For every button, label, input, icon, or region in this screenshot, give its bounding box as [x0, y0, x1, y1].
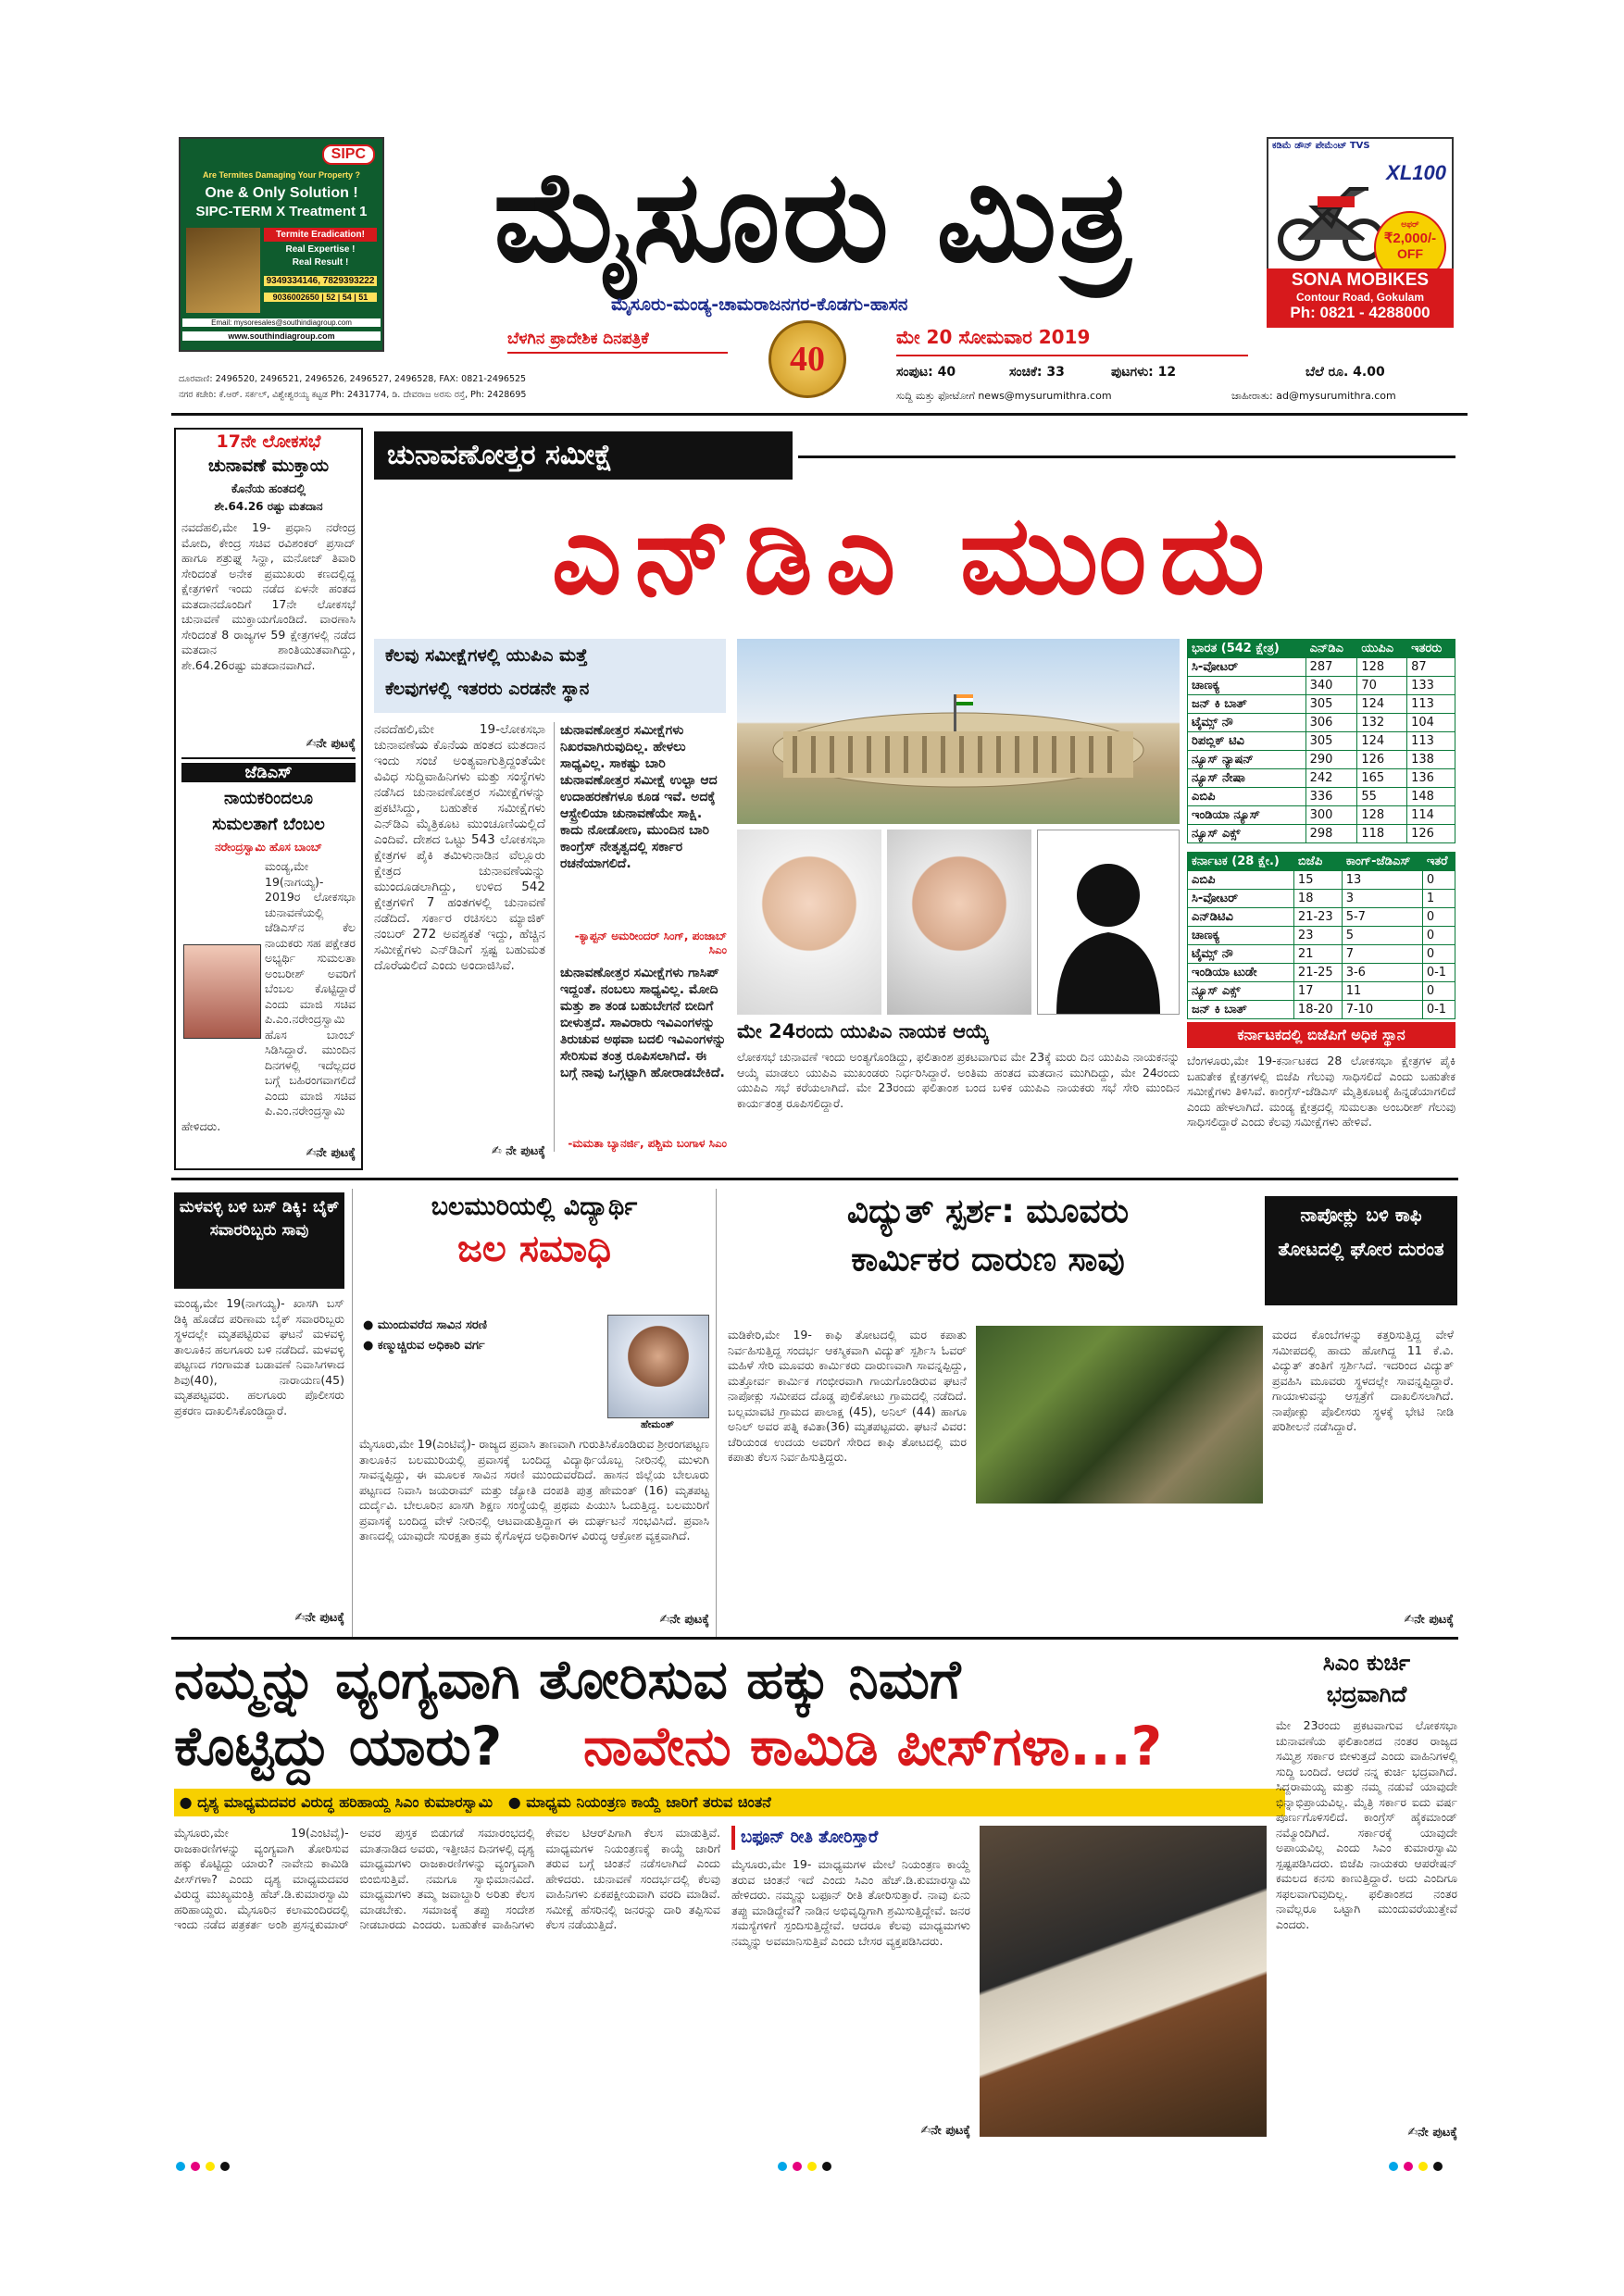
- poll-national-header-cell: ಇತರರು: [1407, 640, 1455, 658]
- poll-national-header-cell: ಭಾರತ (542 ಕ್ಷೇತ್ರ): [1188, 640, 1306, 658]
- poll-national-cell: ಎಬಿಪಿ: [1188, 788, 1306, 806]
- strap1: ದೃಶ್ಯ ಮಾಧ್ಯಮದವರ ವಿರುದ್ಧ ಹರಿಹಾಯ್ದ ಸಿಎಂ ಕುಮಾರಸ್ವಾಮಿ: [197, 1793, 493, 1811]
- box-head-wrap: [731, 1826, 974, 1850]
- ad-tvs-model: XL100: [1386, 161, 1446, 184]
- poll-national-cell: ಇಂಡಿಯಾ ನ್ಯೂಸ್: [1188, 806, 1306, 825]
- s2-body: ಮೈಸೂರು,ಮೇ 19(ಎಂಟಿವೈ)- ರಾಜ್ಯದ ಪ್ರವಾಸಿ ತಾಣವಾಗಿ ಗುರುತಿಸಿಕೊಂಡಿರುವ ಶ್ರೀರಂಗಪಟ್ಟಣ ತಾಲೂಕಿನ ಬಲಮುರಿಯಲ್ಲಿ ಪ್ರವಾಸಕ್ಕೆ ಬಂದಿದ್ದ ವಿದ್ಯಾರ್ಥಿಯೊಬ್ಬ ನೀರಿನಲ್ಲಿ ಮುಳುಗಿ ಸಾವನ್ನಪ್ಪಿದ್ದು, ಈ ಮೂಲಕ ಸಾವಿನ ಸರಣಿ ಮುಂದುವರೆದಿದೆ. ಹಾಸನ ಜಿಲ್ಲೆಯ ಬೇಲೂರು ಪಟ್ಟಣದ ನಿವಾಸಿ ಜಯರಾಮ್ ಮತ್ತು ಜ್ಯೋತಿ ದಂಪತಿ ಪುತ್ರ ಹೇಮಂತ್ (16) ಮೃತಪಟ್ಟ ದುರ್ದೈವಿ. ಬೇಲೂರಿನ ಖಾಸಗಿ ಶಿಕ್ಷಣ ಸಂಸ್ಥೆಯಲ್ಲಿ ಪ್ರಥಮ ಪಿಯುಸಿ ಓದುತ್ತಿದ್ದ. ಬಲಮುರಿಗೆ ಪ್ರವಾಸಕ್ಕೆ ಬಂದಿದ್ದ ವೇಳೆ ನೀರಿನಲ್ಲಿ ಆಟವಾಡುತ್ತಿದ್ದಾಗ ಈ ದುರ್ಘಟನೆ ಸಂಭವಿಸಿದೆ. ಪ್ರವಾಸಿ ತಾಣದಲ್ಲಿ ಯಾವುದೇ ಸುರಕ್ಷತಾ ಕ್ರಮ ಕೈಗೊಳ್ಳದ ಅಧಿಕಾರಿಗಳ ವಿರುದ್ಧ ಆಕ್ರೋಶ ವ್ಯಕ್ತವಾಗಿದೆ.: [359, 1437, 709, 1542]
- poll-karnataka-row: [1188, 1001, 1455, 1019]
- poll-national-cell: 136: [1407, 769, 1455, 788]
- shop-name: SONA MOBIKES: [1291, 270, 1430, 290]
- left-h7: ಸುಮಲತಾಗೆ ಬೆಂಬಲ: [212, 815, 325, 834]
- left-body2: [181, 859, 356, 1142]
- news-email[interactable]: ಸುದ್ದಿ ಮತ್ತು ಫೋಟೋಗೆ news@mysurumithra.com: [896, 390, 1112, 402]
- poll-karnataka-header-cell: ಇತರೆ: [1422, 853, 1455, 871]
- volume: ಸಂಪುಟ: 40: [896, 365, 956, 380]
- s1-by[interactable]: ✍ನೇ ಪುಟಕ್ಕೆ: [294, 1611, 344, 1625]
- poll-national-cell: 55: [1357, 788, 1407, 806]
- s2-h2: ಜಲ ಸಮಾಧಿ: [457, 1228, 611, 1270]
- lead-body: ನವದೆಹಲಿ,ಮೇ 19-ಲೋಕಸಭಾ ಚುನಾವಣೆಯ ಕೊನೆಯ ಹಂತದ ಮತದಾನ ಇಂದು ಸಂಜೆ ಅಂತ್ಯವಾಗುತ್ತಿದ್ದಂತೆಯೇ ವಿವಿಧ ಸುದ್ದಿವಾಹಿನಿಗಳು ಮತ್ತು ಸಂಸ್ಥೆಗಳು ನಡೆಸಿದ ಚುನಾವಣೋತ್ತರ ಸಮೀಕ್ಷೆಗಳನ್ನು ಪ್ರಕಟಿಸಿದ್ದು, ಬಹುತೇಕ ಸಮೀಕ್ಷೆಗಳು ಎನ್‌ಡಿಎ ಮೈತ್ರಿಕೂಟ ಮುಂಚೂಣಿಯಲ್ಲಿದೆ ಎಂದಿವೆ. ದೇಶದ ಒಟ್ಟು 543 ಲೋಕಸಭಾ ಕ್ಷೇತ್ರಗಳ ಪೈಕಿ ತಮಿಳುನಾಡಿನ ವೆಲ್ಲೂರು ಕ್ಷೇತ್ರದ ಚುನಾವಣೆಯನ್ನು ಮುಂದೂಡಲಾಗಿದ್ದು, ಉಳಿದ 542 ಕ್ಷೇತ್ರಗಳಿಗೆ 7 ಹಂತಗಳಲ್ಲಿ ಚುನಾವಣೆ ನಡೆದಿದೆ. ಸರ್ಕಾರ ರಚಿಸಲು ಮ್ಯಾಜಿಕ್ ನಂಬರ್ 272 ಅವಶ್ಯಕತೆ ಇದ್ದು, ಹೆಚ್ಚಿನ ಸಮೀಕ್ಷೆಗಳು ಎನ್‌ಡಿಎಗೆ ಸ್ಪಷ್ಟ ಬಹುಮತ ದೊರೆಯಲಿದೆ ಎಂದು ಅಂದಾಜಿಸಿವೆ.: [374, 722, 545, 973]
- poll-karnataka-cell: ಜನ್ ಕಿ ಬಾತ್: [1188, 1001, 1294, 1019]
- poll-national-cell: 87: [1407, 658, 1455, 677]
- poll-karnataka-cell: 0: [1422, 871, 1455, 890]
- side-body: ಮೇ 23ರಂದು ಪ್ರಕಟವಾಗುವ ಲೋಕಸಭಾ ಚುನಾವಣೆಯ ಫಲಿತಾಂಶದ ನಂತರ ರಾಜ್ಯದ ಸಮ್ಮಿಶ್ರ ಸರ್ಕಾರ ಬೀಳುತ್ತದೆ ಎಂದು ವಾಹಿನಿಗಳಲ್ಲಿ ಸುದ್ದಿ ಬಂದಿದೆ. ಆದರೆ ನನ್ನ ಕುರ್ಚಿ ಭದ್ರವಾಗಿದೆ. ಸಿದ್ದರಾಮಯ್ಯ ಮತ್ತು ನಮ್ಮ ನಡುವೆ ಯಾವುದೇ ಭಿನ್ನಾಭಿಪ್ರಾಯವಿಲ್ಲ. ಮೈತ್ರಿ ಸರ್ಕಾರ ಐದು ವರ್ಷ ಪೂರ್ಣಗೊಳಿಸಲಿದೆ. ಕಾಂಗ್ರೆಸ್ ಹೈಕಮಾಂಡ್ ನಮ್ಮೊಂದಿಗಿದೆ. ಸರ್ಕಾರಕ್ಕೆ ಯಾವುದೇ ಅಪಾಯವಿಲ್ಲ ಎಂದು ಸಿಎಂ ಕುಮಾರಸ್ವಾಮಿ ಸ್ಪಷ್ಟಪಡಿಸಿದರು. ಬಿಜೆಪಿ ನಾಯಕರು ಆಪರೇಷನ್ ಕಮಲದ ಕನಸು ಕಾಣುತ್ತಿದ್ದಾರೆ. ಅದು ಎಂದಿಗೂ ಸಫಲವಾಗುವುದಿಲ್ಲ. ಫಲಿತಾಂಶದ ನಂತರ ನಾವೆಲ್ಲರೂ ಒಟ್ಟಾಗಿ ಮುಂದುವರೆಯುತ್ತೇವೆ ಎಂದರು.: [1276, 1718, 1457, 1931]
- poll-karnataka-cell: 3-6: [1342, 964, 1422, 982]
- quote2-by: -ಮಮತಾ ಬ್ಯಾನರ್ಜಿ, ಪಶ್ಚಿಮ ಬಂಗಾಳ ಸಿಎಂ: [568, 1137, 727, 1150]
- poll-national-header-cell: ಯುಪಿಎ: [1357, 640, 1407, 658]
- poll-national-row: [1188, 769, 1455, 788]
- left-by[interactable]: ✍ನೇ ಪುಟಕ್ಕೆ: [306, 737, 356, 751]
- left-body: ನವದೆಹಲಿ,ಮೇ 19- ಪ್ರಧಾನಿ ನರೇಂದ್ರ ಮೋದಿ, ಕೇಂದ್ರ ಸಚಿವ ರವಿಶಂಕರ್ ಪ್ರಸಾದ್ ಹಾಗೂ ಶತ್ರುಘ್ನ ಸಿನ್ಹಾ, ಮನೋಜ್ ತಿವಾರಿ ಸೇರಿದಂತೆ ಅನೇಕ ಪ್ರಮುಖರು ಕಣದಲ್ಲಿದ್ದ ಕ್ಷೇತ್ರಗಳಿಗೆ ಇಂದು ನಡೆದ ಏಳನೇ ಹಂತದ ಮತದಾನದೊಂದಿಗೆ 17ನೇ ಲೋಕಸಭೆ ಚುನಾವಣೆ ಮುಕ್ತಾಯಗೊಂಡಿದೆ. ವಾರಣಾಸಿ ಸೇರಿದಂತೆ 8 ರಾಜ್ಯಗಳ 59 ಕ್ಷೇತ್ರಗಳಲ್ಲಿ ನಡೆದ ಮತದಾನ ಶಾಂತಿಯುತವಾಗಿದ್ದು, ಶೇ.64.26ರಷ್ಟು ಮತದಾನವಾಗಿದೆ.: [181, 520, 356, 672]
- s2-b1-text: ಮುಂದುವರೆದ ಸಾವಿನ ಸರಣಿ: [377, 1318, 487, 1332]
- left-h3: ಕೊನೆಯ ಹಂತದಲ್ಲಿ: [231, 482, 306, 496]
- quotes-col: [554, 722, 727, 1152]
- poll-national-cell: 242: [1305, 769, 1357, 788]
- s3-by[interactable]: ✍ನೇ ಪುಟಕ್ಕೆ: [1404, 1613, 1454, 1627]
- masthead-rule: [171, 413, 1468, 416]
- poll-karnataka-cell: 1: [1422, 890, 1455, 908]
- ad-question: Are Termites Damaging Your Property ?: [202, 170, 361, 180]
- poll-national-cell: ರಿಪಬ್ಲಿಕ್ ಟಿವಿ: [1188, 732, 1306, 751]
- issue: ಸಂಚಿಕೆ: 33: [1009, 365, 1065, 380]
- poll-karnataka-cell: 0-1: [1422, 1001, 1455, 1019]
- ad-email: Email: mysoresales@southindiagroup.com: [182, 318, 381, 327]
- strap-bullet-2: ●: [497, 1793, 527, 1811]
- poll-karnataka-cell: ಟೈಮ್ಸ್ ನೌ: [1188, 945, 1294, 964]
- offer-off: OFF: [1397, 246, 1423, 261]
- poll-national-row: [1188, 658, 1455, 677]
- bottom-h2b: ನಾವೇನು ಕಾಮಿಡಿ ಪೀಸ್‌ಗಳಾ...?: [583, 1715, 1163, 1778]
- s2-cap: ಹೇಮಂತ್: [641, 1418, 674, 1430]
- bottom-h2a: ಕೊಟ್ಟಿದ್ದು ಯಾರು?: [174, 1715, 503, 1778]
- poll-karnataka-cell: 13: [1342, 871, 1422, 890]
- poll-national-cell: ಸಿ-ವೋಟರ್: [1188, 658, 1306, 677]
- ad-phone2: 9036002650 | 52 | 54 | 51: [264, 293, 377, 302]
- poll-karnataka-cell: 0-1: [1422, 964, 1455, 982]
- poll-karnataka-cell: ಇಂಡಿಯಾ ಟುಡೇ: [1188, 964, 1294, 982]
- tagline-rule: [507, 352, 728, 354]
- termite-image: [186, 228, 260, 313]
- side-by[interactable]: ✍ನೇ ಪುಟಕ್ಕೆ: [1407, 2126, 1457, 2140]
- poll-national-row: [1188, 677, 1455, 695]
- poll-karnataka-cell: 15: [1293, 871, 1342, 890]
- poll-karnataka-body: [1188, 871, 1455, 1019]
- unknown-leader-photo: [1037, 830, 1180, 1015]
- poll-national-row: [1188, 751, 1455, 769]
- poll-karnataka-cell: 23: [1293, 927, 1342, 945]
- poll-karnataka-cell: 7: [1342, 945, 1422, 964]
- rahul-photo: [887, 830, 1031, 1015]
- silhouette-icon: [1038, 830, 1179, 1014]
- poll-national-cell: 133: [1407, 677, 1455, 695]
- masthead-title: ಮೈಸೂರು ಮಿತ್ರ: [493, 144, 1133, 291]
- left-h4: ಶೇ.64.26 ರಷ್ಟು ಮತದಾನ: [214, 500, 323, 513]
- poll-karnataka-row: [1188, 871, 1455, 890]
- poll-karnataka-cell: 0: [1422, 945, 1455, 964]
- poll-karnataka-cell: 3: [1342, 890, 1422, 908]
- poll-national-row: [1188, 695, 1455, 714]
- poll-national-cell: ಜನ್ ಕಿ ಬಾತ್: [1188, 695, 1306, 714]
- bottom-h1: ನಮ್ಮನ್ನು ವ್ಯಂಗ್ಯವಾಗಿ ತೋರಿಸುವ ಹಕ್ಕು ನಿಮಗೆ: [174, 1648, 961, 1711]
- reg-marks-center: [778, 2157, 837, 2175]
- poll-national-cell: ನ್ಯೂಸ್ ಎಕ್ಸ್: [1188, 825, 1306, 843]
- poll-national-cell: ಟೈಮ್ಸ್ ನೌ: [1188, 714, 1306, 732]
- poll-national-row: [1188, 732, 1455, 751]
- poll-karnataka-cell: ನ್ಯೂಸ್ ಎಕ್ಸ್: [1188, 982, 1294, 1001]
- phones: ದೂರವಾಣಿ: 2496520, 2496521, 2496526, 2496527, 2496528, FAX: 0821-2496525: [179, 374, 527, 384]
- s3-side: ನಾಪೋಕ್ಲು ಬಳಿ ಕಾಫಿ ತೋಟದಲ್ಲಿ ಘೋರ ದುರಂತ: [1265, 1196, 1457, 1305]
- poll-national-row: [1188, 806, 1455, 825]
- s2-b2-text: ಕಣ್ಮುಚ್ಚಿರುವ ಅಧಿಕಾರಿ ವರ್ಗ: [377, 1339, 485, 1353]
- ad-phone1: 9349334146, 7829393222: [264, 276, 377, 286]
- poll-national-cell: 148: [1407, 788, 1455, 806]
- poll-national-cell: 298: [1305, 825, 1357, 843]
- ad-tvs-shop[interactable]: [1267, 268, 1454, 328]
- quote1: ಚುನಾವಣೋತ್ತರ ಸಮೀಕ್ಷೆಗಳು ನಿಖರವಾಗಿರುವುದಿಲ್ಲ. ಹೇಳಲು ಸಾಧ್ಯವಿಲ್ಲ. ಸಾಕಷ್ಟು ಬಾರಿ ಚುನಾವಣೋತ್ತರ ಸಮೀಕ್ಷೆ ಉಲ್ಟಾ ಆದ ಉದಾಹರಣೆಗಳೂ ಕೂಡ ಇವೆ. ಅದಕ್ಕೆ ಆಸ್ಟ್ರೇಲಿಯಾ ಚುನಾವಣೆಯೇ ಸಾಕ್ಷಿ. ಕಾದು ನೋಡೋಣ, ಮುಂದಿನ ಬಾರಿ ಕಾಂಗ್ರೆಸ್ ನೇತೃತ್ವದಲ್ಲಿ ಸರ್ಕಾರ ರಚನೆಯಾಗಲಿದೆ.: [560, 723, 718, 871]
- left-divider: [181, 757, 356, 759]
- poll-national-cell: 113: [1407, 732, 1455, 751]
- poll-karnataka-cell: 18: [1293, 890, 1342, 908]
- box-by[interactable]: ✍ನೇ ಪುಟಕ್ಕೆ: [920, 2124, 970, 2138]
- s2-lead-space: [359, 1368, 602, 1424]
- lead-sub2: ಕೆಲವುಗಳಲ್ಲಿ ಇತರರು ಎರಡನೇ ಸ್ಥಾನ: [385, 679, 590, 699]
- strap2: ಮಾಧ್ಯಮ ನಿಯಂತ್ರಣ ಕಾಯ್ದೆ ಜಾರಿಗೆ ತರುವ ಚಿಂತನೆ: [526, 1793, 771, 1811]
- offer-amount: ₹2,000/-: [1383, 231, 1437, 246]
- poll-national-table: [1187, 639, 1455, 843]
- ka-head2: ಕರ್ನಾಟಕದಲ್ಲಿ ಬಿಜೆಪಿಗೆ ಅಧಿಕ ಸ್ಥಾನ: [1187, 1022, 1455, 1048]
- reg-marks-left: [176, 2157, 235, 2175]
- ad-sipc[interactable]: [179, 137, 384, 352]
- masthead-tagline: ಬೆಳಗಿನ ಪ್ರಾದೇಶಿಕ ದಿನಪತ್ರಿಕೆ: [507, 330, 649, 348]
- section-rule-1: [171, 1178, 1458, 1180]
- poll-karnataka-cell: 0: [1422, 927, 1455, 945]
- poll-karnataka-row: [1188, 890, 1455, 908]
- poll-karnataka-row: [1188, 964, 1455, 982]
- section-rule-2: [171, 1637, 1458, 1640]
- masthead-regions: ಮೈಸೂರು-ಮಂಡ್ಯ-ಚಾಮರಾಜನಗರ-ಕೊಡಗು-ಹಾಸನ: [611, 294, 908, 315]
- poll-karnataka-header-cell: ಕರ್ನಾಟಕ (28 ಕ್ಷೇ.): [1188, 853, 1294, 871]
- ad-line3: Termite Eradication!: [264, 228, 377, 242]
- lead-kicker: ಚುನಾವಣೋತ್ತರ ಸಮೀಕ್ಷೆ: [374, 431, 793, 480]
- poll-karnataka-row: [1188, 908, 1455, 927]
- s3-h1: ವಿದ್ಯುತ್ ಸ್ಪರ್ಶ: ಮೂವರು: [846, 1192, 1130, 1230]
- reg-marks-right: [1389, 2157, 1448, 2175]
- poll-karnataka-header-cell: ಬಿಜೆಪಿ: [1293, 853, 1342, 871]
- office: ನಗರ ಕಚೇರಿ: ಕೆ.ಆರ್. ಸರ್ಕಲ್, ವಿಶ್ವೇಶ್ವರಯ್ಯ ಕಟ್ಟಡ Ph: 2431774, ಡಿ. ದೇವರಾಜ ಅರಸು ರಸ್ತೆ, Ph: 2428695: [179, 390, 527, 400]
- poll-karnataka-cell: ಎಬಿಪಿ: [1188, 871, 1294, 890]
- parliament-drawing: [737, 639, 1180, 824]
- left-by2[interactable]: ✍ನೇ ಪುಟಕ್ಕೆ: [306, 1146, 356, 1160]
- poll-national-cell: 126: [1407, 825, 1455, 843]
- poll-karnataka-cell: 17: [1293, 982, 1342, 1001]
- poll-national-cell: 306: [1305, 714, 1357, 732]
- poll-karnataka-cell: 21: [1293, 945, 1342, 964]
- ad-email[interactable]: ಜಾಹೀರಾತು: ad@mysurumithra.com: [1231, 390, 1396, 402]
- poll-karnataka-header: [1188, 853, 1455, 871]
- box-head: ಬಫೂನ್ ರೀತಿ ತೋರಿಸ್ತಾರೆ: [741, 1828, 879, 1847]
- poll-national-cell: 128: [1357, 806, 1407, 825]
- poll-national-cell: 124: [1357, 732, 1407, 751]
- poll-national-cell: ಚಾಣಕ್ಯ: [1188, 677, 1306, 695]
- quote1-by: -ಕ್ಯಾಪ್ಟನ್ ಅಮರೀಂದರ್ ಸಿಂಗ್, ಪಂಜಾಬ್ ಸಿಎಂ: [574, 930, 727, 956]
- bottom-body: ಮೈಸೂರು,ಮೇ 19(ಎಂಟಿವೈ)- ರಾಜಕಾರಣಿಗಳನ್ನು ವ್ಯಂಗ್ಯವಾಗಿ ತೋರಿಸುವ ಹಕ್ಕು ಕೊಟ್ಟಿದ್ದು ಯಾರು? ನಾವೇನು ಕಾಮಿಡಿ ಪೀಸ್‌ಗಳಾ? ಎಂದು ದೃಶ್ಯ ಮಾಧ್ಯಮದವರ ವಿರುದ್ಧ ಮುಖ್ಯಮಂತ್ರಿ ಹೆಚ್.ಡಿ.ಕುಮಾರಸ್ವಾಮಿ ಹರಿಹಾಯ್ದರು. ಮೈಸೂರಿನ ಕಲಾಮಂದಿರದಲ್ಲಿ ಇಂದು ನಡೆದ ಪತ್ರಕರ್ತ ಅಂಶಿ ಪ್ರಸನ್ನಕುಮಾರ್ ಅವರ ಪುಸ್ತಕ ಬಿಡುಗಡೆ ಸಮಾರಂಭದಲ್ಲಿ ಮಾತನಾಡಿದ ಅವರು, ಇತ್ತೀಚಿನ ದಿನಗಳಲ್ಲಿ ದೃಶ್ಯ ಮಾಧ್ಯಮಗಳು ರಾಜಕಾರಣಿಗಳನ್ನು ವ್ಯಂಗ್ಯವಾಗಿ ಬಿಂಬಿಸುತ್ತಿವೆ. ನಮಗೂ ಸ್ವಾಭಿಮಾನವಿದೆ. ಮಾಧ್ಯಮಗಳು ತಮ್ಮ ಜವಾಬ್ದಾರಿ ಅರಿತು ಕೆಲಸ ಮಾಡಬೇಕು. ಸಮಾಜಕ್ಕೆ ತಪ್ಪು ಸಂದೇಶ ನೀಡಬಾರದು ಎಂದರು. ಬಹುತೇಕ ವಾಹಿನಿಗಳು ಕೇವಲ ಟಿಆರ್‌ಪಿಗಾಗಿ ಕೆಲಸ ಮಾಡುತ್ತಿವೆ. ಮಾಧ್ಯಮಗಳ ನಿಯಂತ್ರಣಕ್ಕೆ ಕಾಯ್ದೆ ಜಾರಿಗೆ ತರುವ ಬಗ್ಗೆ ಚಿಂತನೆ ನಡೆಸಲಾಗಿದೆ ಎಂದು ಹೇಳಿದರು. ಚುನಾವಣೆ ಸಂದರ್ಭದಲ್ಲಿ ಕೆಲವು ವಾಹಿನಿಗಳು ಏಕಪಕ್ಷೀಯವಾಗಿ ವರದಿ ಮಾಡಿವೆ. ಸಮೀಕ್ಷೆ ಹೆಸರಿನಲ್ಲಿ ಜನರನ್ನು ದಾರಿ ತಪ್ಪಿಸುವ ಕೆಲಸ ನಡೆಯುತ್ತಿದೆ.: [174, 1826, 720, 1931]
- offer-small: ಅಫರ್: [1401, 220, 1419, 230]
- masthead-date: ಮೇ 20 ಸೋಮವಾರ 2019: [896, 326, 1091, 348]
- left-h2: ಚುನಾವಣೆ ಮುಕ್ತಾಯ: [207, 455, 330, 476]
- poll-karnataka-cell: ಚಾಣಕ್ಯ: [1188, 927, 1294, 945]
- bottom-strap: [174, 1789, 1285, 1816]
- poll-national-cell: 165: [1357, 769, 1407, 788]
- poll-national-row: [1188, 825, 1455, 843]
- poll-national-header: [1188, 640, 1455, 658]
- poll-national-header-cell: ಎನ್‌ಡಿಎ: [1305, 640, 1357, 658]
- poll-national-cell: 287: [1305, 658, 1357, 677]
- lead-sub-box: [374, 639, 726, 713]
- photo-float: [181, 942, 261, 1118]
- s1-head: ಮಳವಳ್ಳಿ ಬಳಿ ಬಸ್ ಡಿಕ್ಕಿ: ಬೈಕ್ ಸವಾರರಿಬ್ಬರು ಸಾವು: [174, 1192, 344, 1289]
- poll-national: [1187, 639, 1455, 843]
- poll-national-cell: 340: [1305, 677, 1357, 695]
- hemanth-photo: [607, 1315, 709, 1418]
- accident-photo: [976, 1326, 1263, 1504]
- s3-h2: ಕಾರ್ಮಿಕರ ದಾರುಣ ಸಾವು: [851, 1241, 1125, 1279]
- price: ಬೆಲೆ ರೂ. 4.00: [1305, 365, 1385, 380]
- poll-national-cell: 305: [1305, 695, 1357, 714]
- s3-b2: ಮರದ ಕೊಂಬೆಗಳನ್ನು ಕತ್ತರಿಸುತ್ತಿದ್ದ ವೇಳೆ ಸಮೀಪದಲ್ಲಿ ಹಾದು ಹೋಗಿದ್ದ 11 ಕೆ.ವಿ. ವಿದ್ಯುತ್ ತಂತಿಗೆ ಸ್ಪರ್ಶಿಸಿದೆ. ಇದರಿಂದ ವಿದ್ಯುತ್ ಪ್ರವಹಿಸಿ ಮೂವರು ಸ್ಥಳದಲ್ಲೇ ಸಾವನ್ನಪ್ಪಿದ್ದಾರೆ. ಗಾಯಾಳುವನ್ನು ಆಸ್ಪತ್ರೆಗೆ ದಾಖಲಿಸಲಾಗಿದೆ. ನಾಪೋಕ್ಲು ಪೊಲೀಸರು ಸ್ಥಳಕ್ಕೆ ಭೇಟಿ ನೀಡಿ ಪರಿಶೀಲನೆ ನಡೆಸಿದ್ದಾರೆ.: [1272, 1328, 1454, 1433]
- poll-karnataka-cell: 0: [1422, 982, 1455, 1001]
- poll-karnataka-cell: 7-10: [1342, 1001, 1422, 1019]
- kicker-rule: [798, 455, 1455, 458]
- poll-national-body: [1188, 658, 1455, 843]
- upa-head: ಮೇ 24ರಂದು ಯುಪಿಎ ನಾಯಕ ಆಯ್ಕೆ: [737, 1020, 990, 1042]
- ka-body: ಬೆಂಗಳೂರು,ಮೇ 19-ಕರ್ನಾಟಕದ 28 ಲೋಕಸಭಾ ಕ್ಷೇತ್ರಗಳ ಪೈಕಿ ಬಹುತೇಕ ಕ್ಷೇತ್ರಗಳಲ್ಲಿ ಬಿಜೆಪಿ ಗೆಲುವು ಸಾಧಿಸಲಿದೆ ಎಂದು ಬಹುತೇಕ ಸಮೀಕ್ಷೆಗಳು ತಿಳಿಸಿವೆ. ಕಾಂಗ್ರೆಸ್-ಜೆಡಿಎಸ್ ಮೈತ್ರಿಕೂಟಕ್ಕೆ ಹಿನ್ನಡೆಯಾಗಲಿದೆ ಎಂದು ಹೇಳಲಾಗಿದೆ. ಮಂಡ್ಯ ಕ್ಷೇತ್ರದಲ್ಲಿ ಸುಮಲತಾ ಅಂಬರೀಶ್ ಗೆಲುವು ಸಾಧಿಸಲಿದ್ದಾರೆ ಎಂದು ಕೆಲವು ಸಮೀಕ್ಷೆಗಳು ಹೇಳಿವೆ.: [1187, 1054, 1455, 1129]
- left-body2-text: ಮಂಡ್ಯ,ಮೇ 19(ನಾಗಯ್ಯ)- 2019ರ ಲೋಕಸಭಾ ಚುನಾವಣೆಯಲ್ಲಿ ಜೆಡಿಎಸ್‌ನ ಕೆಲ ನಾಯಕರು ಸಹ ಪಕ್ಷೇತರ ಅಭ್ಯರ್ಥಿ ಸುಮಲತಾ ಅಂಬರೀಶ್ ಅವರಿಗೆ ಬೆಂಬಲ ಕೊಟ್ಟಿದ್ದಾರೆ ಎಂದು ಮಾಜಿ ಸಚಿವ ಪಿ.ಎಂ.ನರೇಂದ್ರಸ್ವಾಮಿ ಹೊಸ ಬಾಂಬ್ ಸಿಡಿಸಿದ್ದಾರೆ. ಮುಂದಿನ ದಿನಗಳಲ್ಲಿ ಇದೆಲ್ಲದರ ಬಗ್ಗೆ ಬಹಿರಂಗವಾಗಲಿದೆ ಎಂದು ಮಾಜಿ ಸಚಿವ ಪಿ.ಎಂ.ನರೇಂದ್ರಸ್ವಾಮಿ ಹೇಳಿದರು.: [181, 859, 356, 1133]
- s2-b2: ● ಕಣ್ಮುಚ್ಚಿರುವ ಅಧಿಕಾರಿ ವರ್ಗ: [363, 1339, 485, 1353]
- s3-b1: ಮಡಿಕೇರಿ,ಮೇ 19- ಕಾಫಿ ತೋಟದಲ್ಲಿ ಮರ ಕಪಾತು ನಿರ್ವಹಿಸುತ್ತಿದ್ದ ಸಂದರ್ಭ ಆಕಸ್ಮಿಕವಾಗಿ ವಿದ್ಯುತ್ ಸ್ಪರ್ಶಿಸಿ ಓವರ್ ಮಹಿಳೆ ಸೇರಿ ಮೂವರು ಕಾರ್ಮಿಕರು ದಾರುಣವಾಗಿ ಸಾವನ್ನಪ್ಪಿದ್ದು, ಮತ್ತೋರ್ವ ಕಾರ್ಮಿಕ ಗಂಭೀರವಾಗಿ ಗಾಯಗೊಂಡಿರುವ ಘಟನೆ ನಾಪೋಕ್ಲು ಸಮೀಪದ ದೊಡ್ಡ ಪುಲಿಕೋಟು ಗ್ರಾಮದಲ್ಲಿ ನಡೆದಿದೆ. ಬಲ್ಲಮಾವಟಿ ಗ್ರಾಮದ ಪಾಲಾಕ್ಷ (45), ಅನಿಲ್ (44) ಹಾಗೂ ಅನಿಲ್ ಅವರ ಪತ್ನಿ ಕವಿತಾ(36) ಮೃತಪಟ್ಟವರು. ಘಟನೆ ವಿವರ: ಚೆರಿಯಂಡ ಉದಯ ಅವರಿಗೆ ಸೇರಿದ ಕಾಫಿ ತೋಟದಲ್ಲಿ ಮರ ಕಪಾತು ಕೆಲಸ ನಿರ್ವಹಿಸುತ್ತಿದ್ದರು.: [728, 1328, 967, 1464]
- poll-karnataka-cell: 18-20: [1293, 1001, 1342, 1019]
- lead-headline: ಎನ್‌ಡಿಎ ಮುಂದು: [551, 491, 1279, 618]
- poll-national-cell: 305: [1305, 732, 1357, 751]
- poll-karnataka-cell: ಸಿ-ವೋಟರ್: [1188, 890, 1294, 908]
- shop-phone: Ph: 0821 - 4288000: [1290, 304, 1430, 321]
- left-h8: ನರೇಂದ್ರಸ್ವಾಮಿ ಹೊಸ ಬಾಂಬ್: [215, 841, 322, 854]
- poll-national-cell: 132: [1357, 714, 1407, 732]
- left-h1: 17ನೇ ಲೋಕಸಭೆ: [216, 431, 321, 452]
- motorbike-image: [1276, 161, 1387, 263]
- poll-karnataka-cell: 5: [1342, 927, 1422, 945]
- poll-karnataka-cell: 11: [1342, 982, 1422, 1001]
- ad-web: www.southindiagroup.com: [182, 331, 381, 341]
- poll-karnataka-cell: 5-7: [1342, 908, 1422, 927]
- left-h5: ಜೆಡಿಎಸ್: [181, 763, 356, 782]
- left-h6: ನಾಯಕರಿಂದಲೂ: [224, 789, 313, 808]
- poll-national-cell: ನ್ಯೂಸ್ ನೇಷಾ: [1188, 769, 1306, 788]
- ad-line2: SIPC-TERM X Treatment 1: [195, 204, 368, 219]
- s1-body: ಮಂಡ್ಯ,ಮೇ 19(ನಾಗಯ್ಯ)- ಖಾಸಗಿ ಬಸ್ ಡಿಕ್ಕಿ ಹೊಡೆದ ಪರಿಣಾಮ ಬೈಕ್ ಸವಾರರಿಬ್ಬರು ಸ್ಥಳದಲ್ಲೇ ಮೃತಪಟ್ಟಿರುವ ಘಟನೆ ಮಳವಳ್ಳಿ ತಾಲೂಕಿನ ಹಲಗೂರು ಬಳಿ ನಡೆದಿದೆ. ಮಳವಳ್ಳಿ ಪಟ್ಟಣದ ಗಂಗಾಮತ ಬಡಾವಣೆ ನಿವಾಸಿಗಳಾದ ಶಿವು(40), ನಾರಾಯಣ(45) ಮೃತಪಟ್ಟವರು. ಹಲಗೂರು ಪೊಲೀಸರು ಪ್ರಕರಣ ದಾಖಲಿಸಿಕೊಂಡಿದ್ದಾರೆ.: [174, 1296, 344, 1417]
- poll-karnataka-table: [1187, 852, 1455, 1019]
- cm-photo: [980, 1826, 1267, 2137]
- poll-national-cell: 138: [1407, 751, 1455, 769]
- ad-line1: One & Only Solution !: [205, 185, 358, 201]
- quote2: ಚುನಾವಣೋತ್ತರ ಸಮೀಕ್ಷೆಗಳು ಗಾಸಿಪ್ ಇದ್ದಂತೆ. ನಂಬಲು ಸಾಧ್ಯವಿಲ್ಲ. ಮೋದಿ ಮತ್ತು ಶಾ ತಂಡ ಬಹುಬೇಗನೆ ಬೀದಿಗೆ ಬೀಳುತ್ತದೆ. ಸಾವಿರಾರು ಇವಿಎಂಗಳನ್ನು ತಿರುಚುವ ಅಥವಾ ಬದಲಿ ಇವಿಎಂಗಳನ್ನು ಸೇರಿಸುವ ತಂತ್ರ ರೂಪಿಸಲಾಗಿದೆ. ಈ ಬಗ್ಗೆ ನಾವು ಒಗ್ಗಟ್ಟಾಗಿ ಹೋರಾಡಬೇಕಿದೆ.: [560, 966, 727, 1080]
- s2-by[interactable]: ✍ನೇ ಪುಟಕ್ಕೆ: [659, 1613, 709, 1627]
- poll-national-cell: 104: [1407, 714, 1455, 732]
- lead-by[interactable]: ✍ ನೇ ಪುಟಕ್ಕೆ: [491, 1144, 545, 1158]
- poll-national-cell: 118: [1357, 825, 1407, 843]
- poll-karnataka-header-cell: ಕಾಂಗ್-ಜೆಡಿಎಸ್: [1342, 853, 1422, 871]
- lead-sub1: ಕೆಲವು ಸಮೀಕ್ಷೆಗಳಲ್ಲಿ ಯುಪಿಎ ಮತ್ತೆ: [385, 645, 588, 666]
- poll-national-cell: 300: [1305, 806, 1357, 825]
- strap-bullet-1: ●: [174, 1793, 198, 1811]
- ad-line5: Real Result !: [292, 257, 349, 268]
- poll-national-cell: 290: [1305, 751, 1357, 769]
- poll-karnataka-row: [1188, 927, 1455, 945]
- poll-karnataka-cell: 21-23: [1293, 908, 1342, 927]
- poll-karnataka-cell: 21-25: [1293, 964, 1342, 982]
- s2-b1: ● ಮುಂದುವರೆದ ಸಾವಿನ ಸರಣಿ: [363, 1318, 487, 1332]
- poll-karnataka-row: [1188, 982, 1455, 1001]
- modi-photo: [737, 830, 881, 1015]
- pages: ಪುಟಗಳು: 12: [1111, 365, 1177, 380]
- date-rule: [896, 355, 1248, 356]
- poll-national-cell: 114: [1407, 806, 1455, 825]
- poll-national-row: [1188, 714, 1455, 732]
- poll-national-cell: 128: [1357, 658, 1407, 677]
- poll-national-cell: 113: [1407, 695, 1455, 714]
- box-body: ಮೈಸೂರು,ಮೇ 19- ಮಾಧ್ಯಮಗಳ ಮೇಲೆ ನಿಯಂತ್ರಣ ಕಾಯ್ದೆ ತರುವ ಚಿಂತನೆ ಇದೆ ಎಂದು ಸಿಎಂ ಹೆಚ್.ಡಿ.ಕುಮಾರಸ್ವಾಮಿ ಹೇಳಿದರು. ನಮ್ಮನ್ನು ಬಫೂನ್ ರೀತಿ ತೋರಿಸುತ್ತಾರೆ. ನಾವು ಏನು ತಪ್ಪು ಮಾಡಿದ್ದೇವೆ? ನಾಡಿನ ಅಭಿವೃದ್ಧಿಗಾಗಿ ಶ್ರಮಿಸುತ್ತಿದ್ದೇವೆ. ಜನರ ಸಮಸ್ಯೆಗಳಿಗೆ ಸ್ಪಂದಿಸುತ್ತಿದ್ದೇವೆ. ಆದರೂ ಕೆಲವು ಮಾಧ್ಯಮಗಳು ನಮ್ಮನ್ನು ಅವಮಾನಿಸುತ್ತಿವೆ ಎಂದು ಬೇಸರ ವ್ಯಕ್ತಪಡಿಸಿದರು.: [731, 1857, 970, 1948]
- poll-karnataka: [1187, 852, 1455, 1019]
- s2-h1: ಬಲಮುರಿಯಲ್ಲಿ ವಿದ್ಯಾರ್ಥಿ: [431, 1192, 638, 1221]
- side-h1: ಸಿಎಂ ಕುರ್ಚಿ: [1322, 1650, 1411, 1676]
- poll-national-cell: 126: [1357, 751, 1407, 769]
- shop-addr: Contour Road, Gokulam: [1296, 291, 1424, 304]
- anniversary-emblem: 40: [768, 320, 846, 398]
- side-h2: ಭದ್ರವಾಗಿದೆ: [1326, 1681, 1407, 1707]
- upa-body: ಲೋಕಸಭೆ ಚುನಾವಣೆ ಇಂದು ಅಂತ್ಯಗೊಂಡಿದ್ದು, ಫಲಿತಾಂಶ ಪ್ರಕಟವಾಗುವ ಮೇ 23ಕ್ಕೆ ಮರು ದಿನ ಯುಪಿಎ ನಾಯಕನನ್ನು ಆಯ್ಕೆ ಮಾಡಲು ಯುಪಿಎ ಮುಖಂಡರು ನಿರ್ಧರಿಸಿದ್ದಾರೆ. ಅಂತಿಮ ಹಂತದ ಮತದಾನ ಮುಗಿದಿದ್ದು, ಮೇ 24ರಂದು ಯುಪಿಎ ಸಭೆ ಕರೆಯಲಾಗಿದೆ. ಮೇ 23ರಂದು ಫಲಿತಾಂಶ ಬಂದ ಬಳಿಕ ಯುಪಿಎ ನಾಯಕರು ಸಭೆ ಸೇರಿ ಮುಂದಿನ ಕಾರ್ಯತಂತ್ರ ರೂಪಿಸಲಿದ್ದಾರೆ.: [737, 1050, 1180, 1110]
- poll-national-row: [1188, 788, 1455, 806]
- poll-national-cell: 70: [1357, 677, 1407, 695]
- poll-karnataka-row: [1188, 945, 1455, 964]
- ad-tvs-top: ಕಡಿಮೆ ಡೌನ್ ಪೇಮೆಂಟ್ TVS: [1272, 141, 1370, 151]
- poll-karnataka-cell: 0: [1422, 908, 1455, 927]
- poll-national-cell: ನ್ಯೂಸ್ ನ್ಯಾಷನ್: [1188, 751, 1306, 769]
- ad-line4: Real Expertise !: [285, 244, 356, 255]
- parliament-photo: [737, 639, 1180, 824]
- poll-karnataka-cell: ಎನ್‌ಡಿಟಿವಿ: [1188, 908, 1294, 927]
- sipc-logo: SIPC: [322, 144, 375, 165]
- poll-national-cell: 124: [1357, 695, 1407, 714]
- poll-national-cell: 336: [1305, 788, 1357, 806]
